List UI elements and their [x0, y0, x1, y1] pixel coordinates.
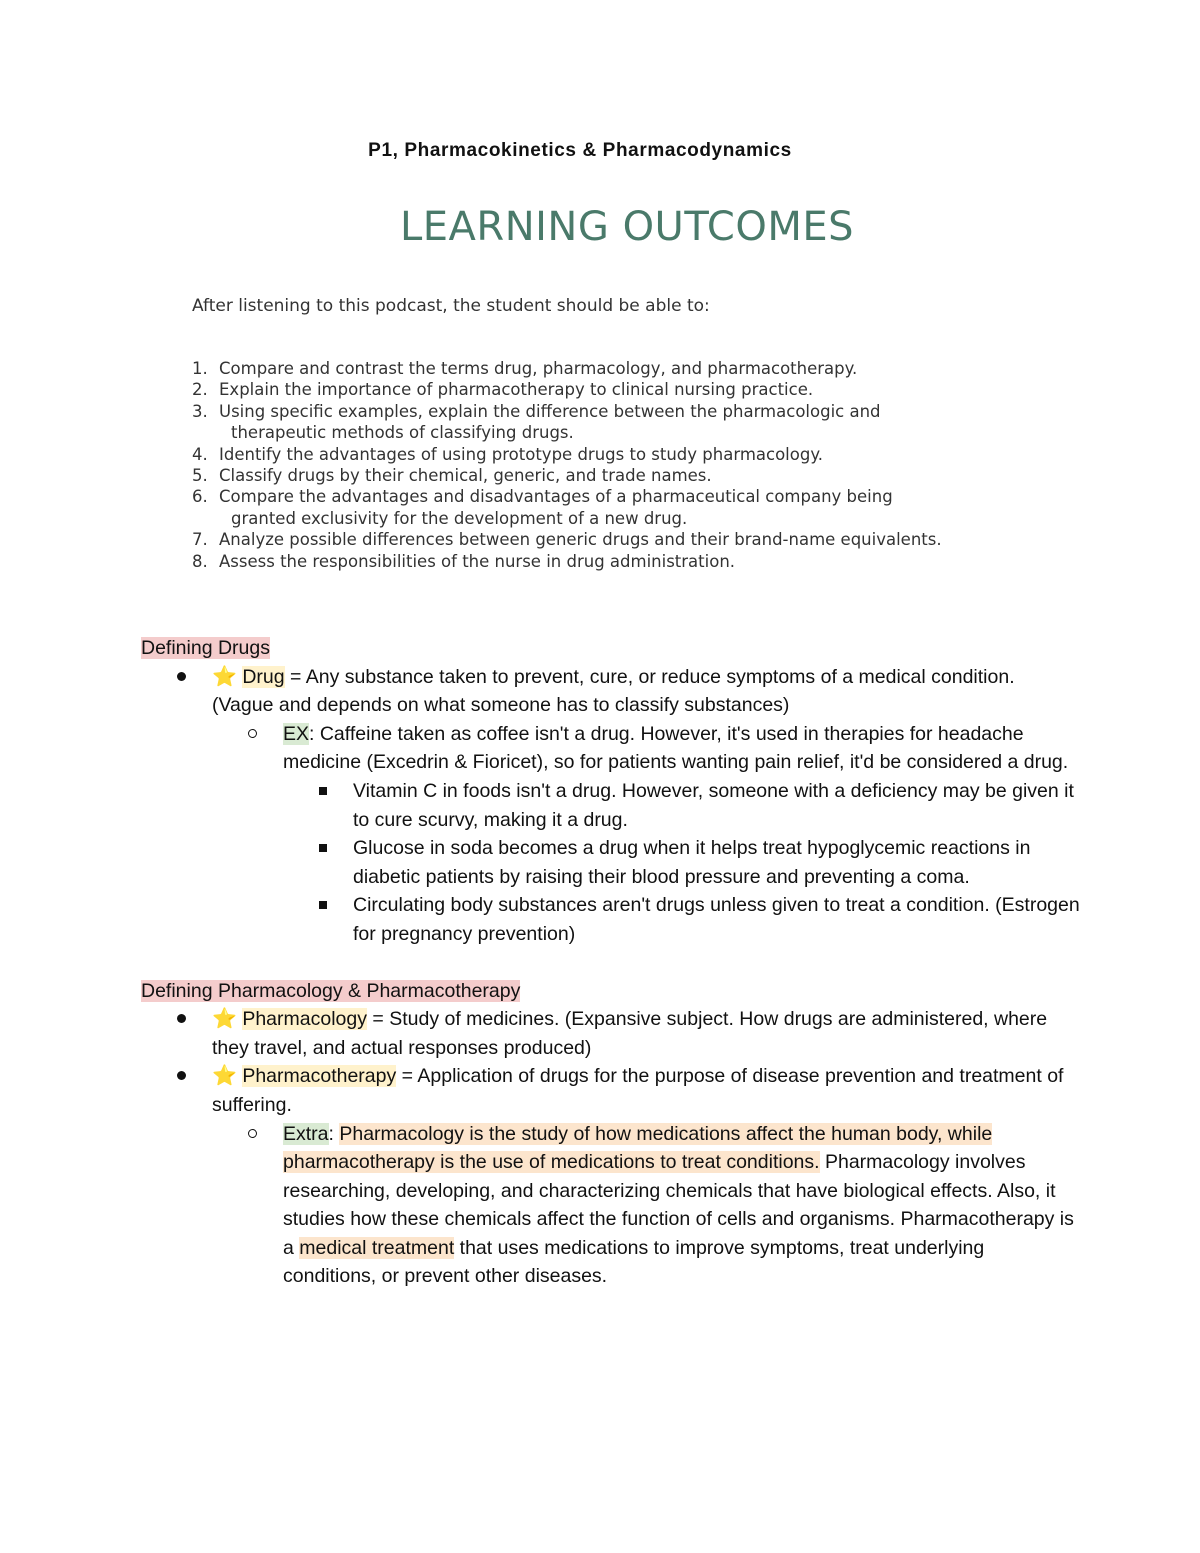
outcome-text: Compare and contrast the terms drug, pharmacology, and pharmacotherapy.: [219, 359, 858, 378]
example-text: : Caffeine taken as coffee isn't a drug. However, it's used in therapies for headache medicine (Excedrin & Fioricet), so for patients wanting pain relief, it'd be considered a drug.: [283, 722, 1069, 774]
list-item: [212, 720, 1081, 949]
outcome-item: [192, 486, 942, 529]
term-pharmacology: Pharmacology: [242, 1008, 367, 1031]
outcome-item: [192, 529, 942, 550]
outcome-text: Assess the responsibilities of the nurse in drug administration.: [219, 551, 736, 571]
outcome-item: [192, 465, 942, 486]
list-item: [141, 1005, 1081, 1062]
outcome-item: [192, 551, 942, 572]
outcome-number: 6.: [192, 487, 208, 507]
bullet-list: [141, 1005, 1081, 1291]
outcome-text: Explain the importance of pharmacotherapy to clinical nursing practice.: [219, 380, 814, 400]
list-item: [283, 777, 1081, 834]
outcome-number: 8.: [192, 551, 208, 571]
outcome-item: [192, 358, 942, 379]
outcome-text: Identify the advantages of using prototype drugs to study pharmacology.: [219, 444, 823, 464]
extra-highlight-medical-treatment: medical treatment: [299, 1236, 455, 1259]
extra-colon: :: [328, 1122, 340, 1145]
star-icon: ⭐: [212, 665, 237, 688]
term-definition: = Any substance taken to prevent, cure, or reduce symptoms of a medical condition. (Vague and depends on what someone has to classify substances): [212, 665, 1015, 717]
outcome-text: Using specific examples, explain the difference between the pharmacologic and: [219, 401, 881, 421]
notes-body: [141, 634, 1081, 1319]
extra-label: Extra: [283, 1122, 329, 1145]
list-item: [283, 834, 1081, 891]
star-icon: ⭐: [212, 1065, 237, 1088]
outcome-item: [192, 444, 942, 465]
outcome-text: Compare the advantages and disadvantages of a pharmaceutical company being: [219, 487, 893, 507]
extra-text: Pharmacology involves researching, developing, and characterizing chemicals that have biological effects. Also, it studies how these chemicals affect the function of cells and organisms. Pharmacotherapy is a: [283, 1151, 1074, 1259]
extra-text: that uses medications to improve symptoms, treat underlying conditions, or prevent other diseases.: [283, 1236, 985, 1288]
list-item-text: Circulating body substances aren't drugs unless given to treat a condition. (Estrogen for pregnancy prevention): [353, 894, 1080, 945]
list-item: [212, 1120, 1081, 1292]
list-item-text: Glucose in soda becomes a drug when it helps treat hypoglycemic reactions in diabetic patients by raising their blood pressure and preventing a coma.: [353, 837, 1031, 888]
outcome-number: 5.: [192, 466, 208, 486]
term-definition: = Study of medicines. (Expansive subject. How drugs are administered, where they travel, and actual responses produced): [212, 1008, 1048, 1059]
term-pharmacotherapy: Pharmacotherapy: [242, 1065, 397, 1088]
sub-sub-list: [283, 777, 1081, 949]
outcome-text: Classify drugs by their chemical, generic, and trade names.: [219, 466, 712, 486]
outcome-text-continued: granted exclusivity for the development of a new drug.: [231, 508, 688, 528]
sub-list: [212, 1120, 1081, 1292]
outcome-number: 3.: [192, 401, 208, 421]
list-item: [141, 663, 1081, 949]
outcome-item: [192, 379, 942, 400]
bullet-ring-icon: [248, 720, 257, 749]
bullet-square-icon: [319, 834, 327, 863]
outcome-text-continued: therapeutic methods of classifying drugs.: [231, 423, 574, 443]
bullet-dot-icon: [177, 1062, 186, 1091]
outcomes-intro: After listening to this podcast, the student should be able to:: [192, 296, 710, 316]
list-item: [283, 891, 1081, 948]
bullet-ring-icon: [248, 1120, 257, 1149]
section-heading: Defining Drugs: [141, 637, 270, 659]
outcome-item: [192, 401, 942, 444]
section-heading: Defining Pharmacology & Pharmacotherapy: [141, 979, 521, 1002]
term-drug: Drug: [242, 665, 285, 688]
outcomes-heading: LEARNING OUTCOMES: [400, 204, 855, 250]
list-item: [141, 1062, 1081, 1291]
bullet-dot-icon: [177, 663, 186, 692]
page-title: P1, Pharmacokinetics & Pharmacodynamics: [368, 140, 792, 161]
outcome-number: 4.: [192, 444, 208, 464]
star-icon: ⭐: [212, 1008, 237, 1031]
term-definition: = Application of drugs for the purpose of disease prevention and treatment of suffering.: [212, 1065, 1064, 1116]
bullet-list: [141, 663, 1081, 949]
section-defining-drugs: [141, 634, 1081, 949]
outcome-number: 2.: [192, 380, 208, 400]
outcome-number: 1.: [192, 359, 208, 378]
bullet-square-icon: [319, 777, 327, 806]
extra-highlight: Pharmacology is the study of how medications affect the human body, while pharmacotherapy is the use of medications to treat conditions.: [283, 1122, 993, 1174]
bullet-dot-icon: [177, 1005, 186, 1034]
outcome-text: Analyze possible differences between generic drugs and their brand-name equivalents.: [219, 530, 942, 550]
example-label: EX: [283, 722, 310, 745]
section-defining-pharmacology: [141, 977, 1081, 1292]
outcomes-list: [192, 358, 942, 572]
sub-list: [212, 720, 1081, 949]
list-item-text: Vitamin C in foods isn't a drug. However, someone with a deficiency may be given it to cure scurvy, making it a drug.: [353, 779, 1074, 831]
bullet-square-icon: [319, 891, 327, 920]
outcome-number: 7.: [192, 530, 208, 550]
